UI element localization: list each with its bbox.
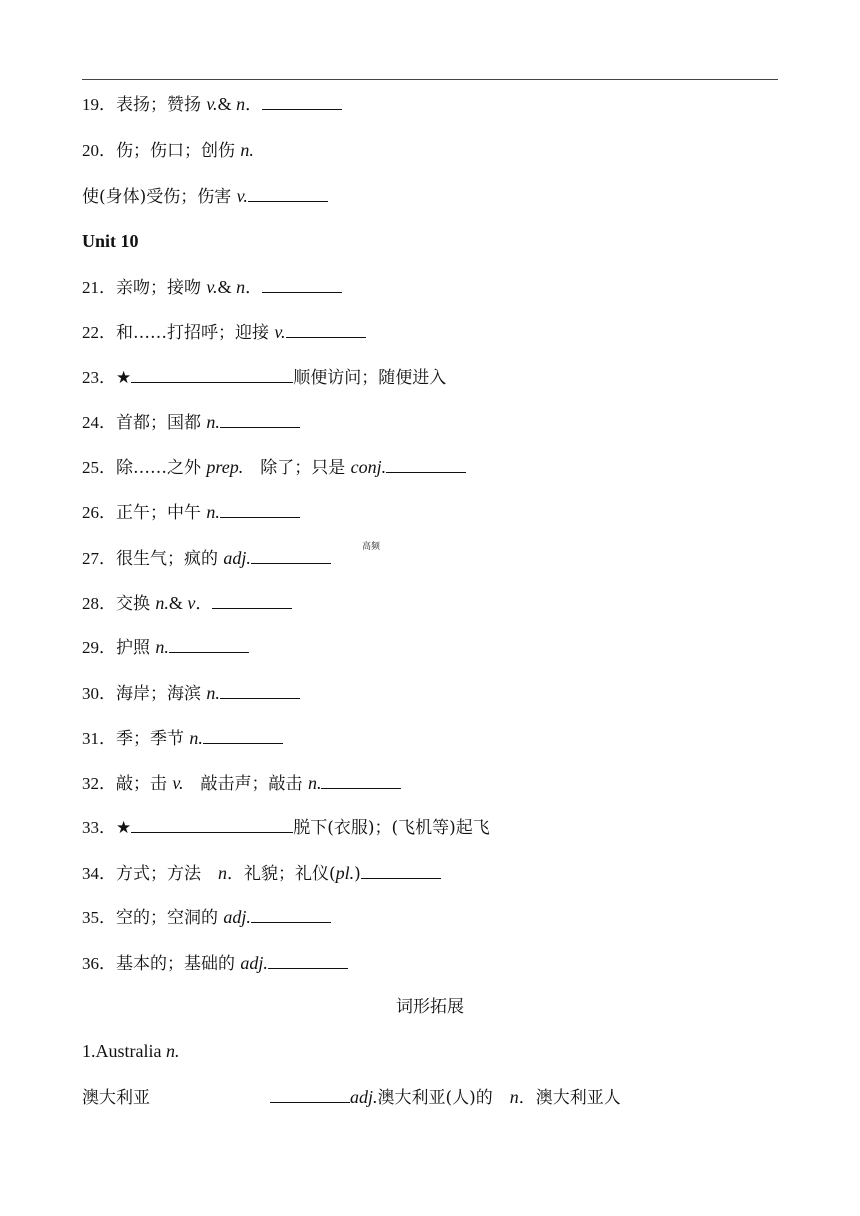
star-icon: ★: [116, 818, 132, 838]
unit-heading: Unit 10: [82, 231, 139, 251]
answer-blank[interactable]: [262, 93, 342, 110]
section-title: 词形拓展: [396, 997, 464, 1017]
answer-blank[interactable]: [220, 501, 300, 518]
answer-blank[interactable]: [169, 636, 249, 653]
answer-blank[interactable]: [321, 772, 401, 789]
answer-blank[interactable]: [248, 185, 328, 202]
answer-blank[interactable]: [286, 321, 366, 338]
word-form-head: 1.Australia n.: [82, 1041, 180, 1061]
list-item: 27．很生气；疯的 adj.: [82, 547, 331, 570]
list-item: 25．除……之外 prep. 除了；只是 conj.: [82, 456, 466, 479]
list-item: 33．★ 脱下(衣服)；(飞机等)起飞: [82, 818, 490, 838]
answer-blank[interactable]: [268, 952, 348, 969]
list-item: 24．首都；国都 n.: [82, 411, 300, 434]
answer-blank[interactable]: [220, 411, 300, 428]
word-form-row: 澳大利亚 adj.澳大利亚(人)的 n．澳大利亚人: [82, 1087, 621, 1108]
answer-blank[interactable]: [212, 592, 292, 609]
list-item: 28．交换 n.& v．: [82, 592, 292, 615]
list-item: 20．伤；伤口；创伤 n.: [82, 140, 254, 161]
answer-blank[interactable]: [262, 276, 342, 293]
list-item: 22．和……打招呼；迎接 v.: [82, 321, 366, 344]
answer-blank[interactable]: [131, 816, 293, 833]
list-item: 26．正午；中午 n.: [82, 501, 300, 524]
list-item: 使(身体)受伤；伤害 v.: [82, 185, 328, 208]
list-item: 34．方式；方法 n．礼貌；礼仪(pl.): [82, 862, 441, 885]
list-item: 29．护照 n.: [82, 636, 249, 659]
header-rule: [82, 79, 778, 80]
answer-blank[interactable]: [386, 456, 466, 473]
answer-blank[interactable]: [361, 862, 441, 879]
answer-blank[interactable]: [251, 906, 331, 923]
list-item: 32．敲；击 v. 敲击声；敲击 n.: [82, 772, 401, 795]
star-icon: ★: [116, 368, 132, 388]
list-item: 36．基本的；基础的 adj.: [82, 952, 348, 975]
answer-blank[interactable]: [251, 547, 331, 564]
answer-blank[interactable]: [270, 1086, 350, 1103]
list-item: 23．★ 顺便访问；随便进入: [82, 368, 447, 388]
answer-blank[interactable]: [220, 682, 300, 699]
answer-blank[interactable]: [203, 727, 283, 744]
list-item: 35．空的；空洞的 adj.: [82, 906, 331, 929]
list-item: 30．海岸；海滨 n.: [82, 682, 300, 705]
frequency-note: 高频: [362, 542, 381, 552]
list-item: 19．表扬；赞扬 v.& n．: [82, 93, 342, 116]
answer-blank[interactable]: [131, 366, 293, 383]
list-item: 21．亲吻；接吻 v.& n．: [82, 276, 342, 299]
list-item: 31．季；季节 n.: [82, 727, 283, 750]
